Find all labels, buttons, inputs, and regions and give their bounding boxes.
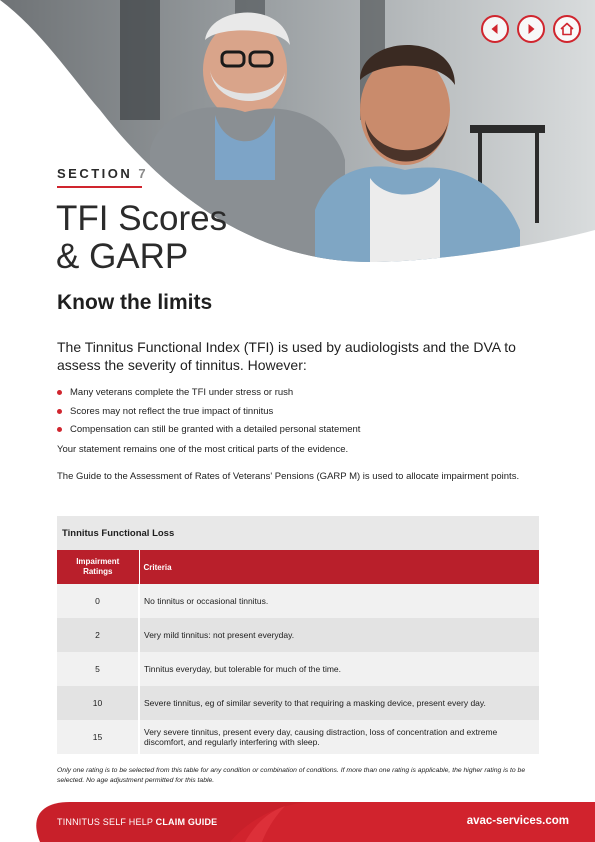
home-button[interactable]: [553, 15, 581, 43]
table-row: [57, 618, 539, 652]
bullet-text: Scores may not reflect the true impact of tinnitus: [70, 405, 274, 417]
rating-cell: 0: [57, 584, 139, 618]
bullet-text: Many veterans complete the TFI under stress or rush: [70, 387, 294, 398]
list-item: [57, 403, 360, 422]
footer-guide-title: [57, 817, 217, 827]
table-row: [57, 652, 539, 686]
criteria-cell: No tinnitus or occasional tinnitus.: [139, 584, 539, 618]
bullet-dot-icon: [57, 390, 62, 395]
section-label: [57, 166, 148, 181]
footer-website-link[interactable]: avac-services.com: [466, 815, 569, 827]
criteria-cell: Very mild tinnitus: not present everyday.: [139, 618, 539, 652]
table-row: [57, 686, 539, 720]
section-number: 7: [138, 166, 149, 181]
next-page-button[interactable]: [517, 15, 545, 43]
table-row: [57, 584, 539, 618]
section-label-text: SECTION: [57, 166, 133, 181]
statement-paragraph: Your statement remains one of the most critical parts of the evidence.: [57, 444, 349, 455]
header-rating-line-2: Ratings: [83, 567, 113, 576]
page-navigation: [481, 15, 581, 43]
title-line-2: & GARP: [56, 237, 189, 276]
table-footnote: Only one rating is to be selected from this table for any condition or combination of conditions. If more than one rating is applicable, the higher rating is to be selected. No age adjustment permitted for this table.: [57, 767, 526, 784]
bullet-list: [57, 384, 360, 440]
footer-title-bold: CLAIM GUIDE: [155, 817, 218, 827]
bullet-dot-icon: [57, 427, 62, 432]
chevron-left-icon: [487, 21, 503, 37]
home-icon: [559, 21, 575, 37]
header-criteria: Criteria: [139, 550, 539, 584]
list-item: [57, 384, 360, 403]
intro-paragraph: The Tinnitus Functional Index (TFI) is used by audiologists and the DVA to assess the severity of tinnitus. However:: [57, 339, 516, 373]
rating-cell: 5: [57, 652, 139, 686]
header-impairment-ratings: [57, 550, 139, 584]
ratings-table: [57, 550, 539, 754]
list-item: [57, 421, 360, 440]
footer-title-regular: TINNITUS SELF HELP: [57, 817, 156, 827]
header-rating-line-1: Impairment: [76, 557, 120, 566]
criteria-cell: Very severe tinnitus, present every day, causing distraction, loss of concentration and extreme discomfort, and regularly interfering with sleep.: [139, 720, 539, 754]
rating-cell: 2: [57, 618, 139, 652]
page-subtitle: Know the limits: [57, 291, 213, 314]
page-title: [56, 200, 227, 276]
table-header-row: [57, 550, 539, 584]
rating-cell: 10: [57, 686, 139, 720]
criteria-cell: Severe tinnitus, eg of similar severity to that requiring a masking device, present every day.: [139, 686, 539, 720]
garp-paragraph: The Guide to the Assessment of Rates of Veterans' Pensions (GARP M) is used to allocate impairment points.: [57, 471, 520, 482]
bullet-dot-icon: [57, 409, 62, 414]
section-divider: [57, 186, 142, 188]
table-caption: Tinnitus Functional Loss: [57, 516, 539, 550]
impairment-table: [57, 516, 539, 754]
rating-cell: 15: [57, 720, 139, 754]
bullet-text: Compensation can still be granted with a detailed personal statement: [70, 424, 361, 435]
previous-page-button[interactable]: [481, 15, 509, 43]
page-footer: [0, 798, 595, 842]
table-row: [57, 720, 539, 754]
criteria-cell: Tinnitus everyday, but tolerable for much of the time.: [139, 652, 539, 686]
title-line-1: TFI Scores: [56, 199, 228, 238]
chevron-right-icon: [523, 21, 539, 37]
